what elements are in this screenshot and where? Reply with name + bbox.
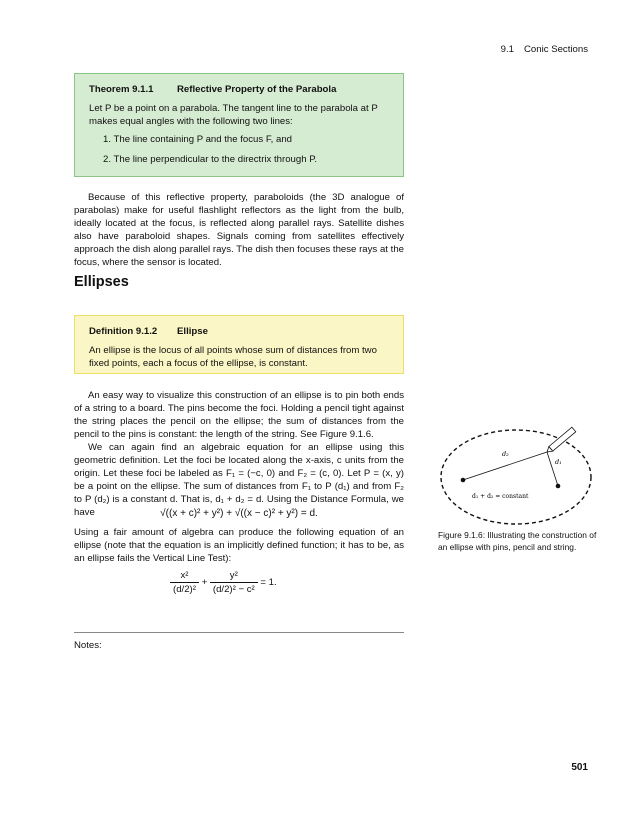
header-section-number: 9.1 xyxy=(500,44,514,55)
pencil-icon xyxy=(545,427,576,454)
section-heading: Ellipses xyxy=(74,274,129,290)
equation-rhs: = 1. xyxy=(260,577,277,589)
theorem-box xyxy=(74,73,404,177)
theorem-heading xyxy=(89,83,389,96)
paragraph-foci: We can again find an algebraic equation for an ellipse using this geometric definition. Let the foci be located along the x-axis, c units from the origin. Let these foci be labeled as F₁ = (−c, 0) and F₂ = (c, 0). Let P = (x, y) be a point on the ellipse. The sum of distances from F₁ to P (d₁) and from F₂ to P (d₂) is a constant d. That is, d₁ + d₂ = d. Using the Distance Formula, we have xyxy=(74,442,404,519)
paragraph-algebra: Using a fair amount of algebra can produce the following equation of an ellipse (note that the equation is an implicitly defined function; it has to be, as an ellipse fails the Vertical Line Test): xyxy=(74,527,404,565)
running-header xyxy=(501,43,588,56)
notes-divider xyxy=(74,632,404,633)
paragraph-string: An easy way to visualize this construction of an ellipse is to pin both ends of a string to a board. The pins become the foci. Holding a pencil tight against the string places the pencil on the ellipse; the sum of distances from the pencil to the pins is constant: the length of the string. See Figure 9.1.6. xyxy=(74,390,404,441)
theorem-title: Reflective Property of the Parabola xyxy=(177,84,337,95)
definition-label: Definition 9.1.2 xyxy=(89,326,158,337)
label-constant: d₁ + d₂ = constant xyxy=(472,493,529,500)
fraction-y-denominator: (d/2)² − c² xyxy=(212,584,255,596)
ellipse-figure xyxy=(436,422,596,532)
distance-equation: √((x + c)² + y²) + √((x − c)² + y²) = d. xyxy=(160,508,318,519)
fraction-x xyxy=(170,569,199,596)
fraction-x-numerator: x² xyxy=(170,569,199,583)
definition-box xyxy=(74,315,404,374)
fraction-y-numerator: y² xyxy=(210,569,258,583)
theorem-item: 2. The line perpendicular to the directrix through P. xyxy=(103,154,318,166)
focus-f2 xyxy=(556,484,561,489)
theorem-list xyxy=(103,133,389,166)
header-section-title: Conic Sections xyxy=(524,44,588,55)
theorem-item: 1. The line containing P and the focus F, and xyxy=(103,134,292,146)
theorem-label: Theorem 9.1.1 xyxy=(89,84,154,95)
paragraph-ellipse-construction xyxy=(74,389,404,519)
ellipse-equation xyxy=(170,569,277,596)
definition-title: Ellipse xyxy=(177,326,208,337)
paragraph-reflective: Because of this reflective property, paraboloids (the 3D analogue of parabolas) make for useful flashlight reflectors as the light from the bulb, ideally located at the focus, is reflected along parallel rays. Satellite dishes also have paraboloid shapes. Signals coming from satellites effectively approach the dish along parallel rays. The dish then focuses these rays at the focus, where the sensor is located. xyxy=(74,192,404,269)
figure-caption: Figure 9.1.6: Illustrating the construction of an ellipse with pins, pencil and string. xyxy=(438,530,597,552)
definition-text: An ellipse is the locus of all points whose sum of distances from two fixed points, each a focus of the ellipse, is constant. xyxy=(89,345,377,370)
label-d2: d₂ xyxy=(502,450,509,458)
plus-sign: + xyxy=(201,577,208,589)
theorem-intro: Let P be a point on a parabola. The tangent line to the parabola at P makes equal angles with the following two lines: xyxy=(89,103,378,128)
ellipse-curve xyxy=(441,430,591,524)
notes-label: Notes: xyxy=(74,640,102,651)
page-number: 501 xyxy=(571,762,588,773)
definition-heading xyxy=(89,325,389,338)
fraction-x-denominator: (d/2)² xyxy=(173,584,196,596)
fraction-y xyxy=(210,569,258,596)
focus-f1 xyxy=(461,478,466,483)
label-d1: d₁ xyxy=(555,458,562,466)
